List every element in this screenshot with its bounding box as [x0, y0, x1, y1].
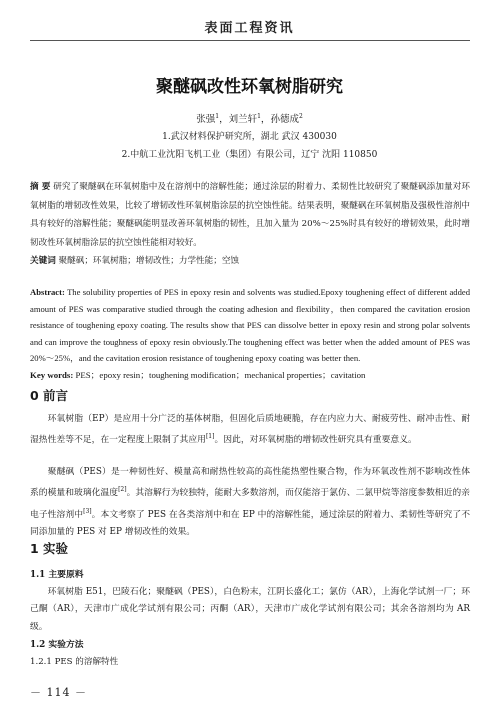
author-affiliation-mark: 1: [215, 112, 220, 120]
paragraph-text: 环氧树脂（EP）是应用十分广泛的基体树脂，但固化后质地硬脆，存在内应力大、耐疲劳性、耐冲击性、耐湿热性差等不足，在一定程度上限制了其应用: [30, 414, 470, 446]
paragraph-text: 。因此，对环氧树脂的增韧改性研究具有重要意义。: [214, 435, 417, 446]
paragraph-text: 聚醚砜（PES）是一种韧性好、模量高和耐热性较高的高性能热塑性聚合物，作为环氧改性剂不影响改性体系的模量和玻璃化温度: [30, 467, 470, 499]
page-number: － 114 －: [30, 686, 87, 699]
citation-ref: [2]: [118, 486, 127, 494]
paragraph-text: 。其溶解行为较独特，能耐大多数溶剂，而仅能溶于氯仿、二氯甲烷等溶度参数相近的亲电子性溶剂中: [30, 488, 470, 520]
subsection-1-1-heading: 1.1 主要原料: [30, 570, 84, 580]
section-0-heading: 0 前言: [30, 388, 69, 403]
paper-title: 聚醚砜改性环氧树脂研究: [156, 77, 343, 97]
citation-ref: [3]: [83, 507, 92, 515]
affiliation-2: 2.中航工业沈阳飞机工业（集团）有限公司，辽宁 沈阳 110850: [121, 150, 378, 160]
english-keywords: [30, 367, 470, 383]
keywords-text: 聚醚砜；环氧树脂；增韧改性；力学性能；空蚀: [58, 256, 240, 266]
author-separator: ，: [219, 114, 229, 125]
author-affiliation-mark: 2: [298, 112, 303, 120]
materials-paragraph: 环氧树脂 E51，巴陵石化；聚醚砜（PES），白色粉末，江阴长盛化工；氯仿（AR），上海化学试剂一厂；环己酮（AR），天津市广成化学试剂有限公司；丙酮（AR），天津市广成化学试剂有限公司；其余各溶剂均为 AR 级。: [30, 587, 470, 632]
author-name: 张强: [196, 114, 216, 125]
abstract-text-en: The solubility properties of PES in epoxy resin and solvents was studied.Epoxy toughening effect of different added amount of PES was comparative studied through the coating adhesion and flexibility，then compared the cavitation erosion resistance of toughening epoxy coating. The results show that PES can dissolve better in epoxy resin and strong polar solvents and can improve the toughness of epoxy resin obviously.The toughening effect was better when the added amount of PES was 20%～25%，and the cavitation erosion resistance of toughening epoxy coating was better then.: [30, 287, 470, 364]
citation-ref: [1]: [205, 433, 215, 441]
author-separator: ，: [260, 114, 271, 125]
running-head: 表面工程资讯: [204, 21, 295, 36]
intro-paragraph-2: [30, 464, 470, 541]
section-1-heading: 1 实验: [30, 541, 69, 556]
subsection-1-2-heading: 1.2 实验方法: [30, 640, 84, 650]
header-rule: [30, 40, 470, 41]
subsection-1-2-1-heading: 1.2.1 PES 的溶解特性: [30, 657, 119, 667]
author-affiliation-mark: 1: [257, 112, 261, 120]
chinese-keywords: [30, 252, 470, 270]
english-abstract: [30, 284, 470, 367]
intro-paragraph-1: [30, 411, 470, 450]
keywords-label-en: Key words:: [30, 370, 74, 380]
chinese-abstract: [30, 178, 470, 252]
abstract-label-en: Abstract:: [30, 287, 65, 297]
keywords-text-en: PES；epoxy resin；toughening modification；mechanical properties；cavitation: [75, 370, 366, 380]
abstract-label: 摘 要: [30, 182, 51, 192]
author-name: 刘兰轩: [228, 114, 258, 125]
keywords-label: 关键词: [30, 256, 56, 266]
abstract-text: 研究了聚醚砜在环氧树脂中及在溶剂中的溶解性能；通过涂层的附着力、柔韧性比较研究了聚醚砜添加量对环氧树脂的增韧改性效果，比较了增韧改性环氧树脂涂层的抗空蚀性能。结果表明，聚醚砜在环氧树脂及强极性溶剂中具有较好的溶解性能；聚醚砜能明显改善环氧树脂的韧性，且加入量为 20%～25%时具有较好的增韧效果，此时增韧改性环氧树脂涂层的抗空蚀性能相对较好。: [30, 182, 470, 248]
author-name: 孙德成: [270, 114, 299, 125]
author-line: [0, 111, 499, 125]
affiliation-1: 1.武汉材料保护研究所，湖北 武汉 430030: [162, 132, 337, 142]
paragraph-text: 。本文考察了 PES 在各类溶剂中和在 EP 中的溶解性能，通过涂层的附着力、柔韧性等研究了不同添加量的 PES 对 EP 增韧改性的效果。: [30, 509, 470, 537]
